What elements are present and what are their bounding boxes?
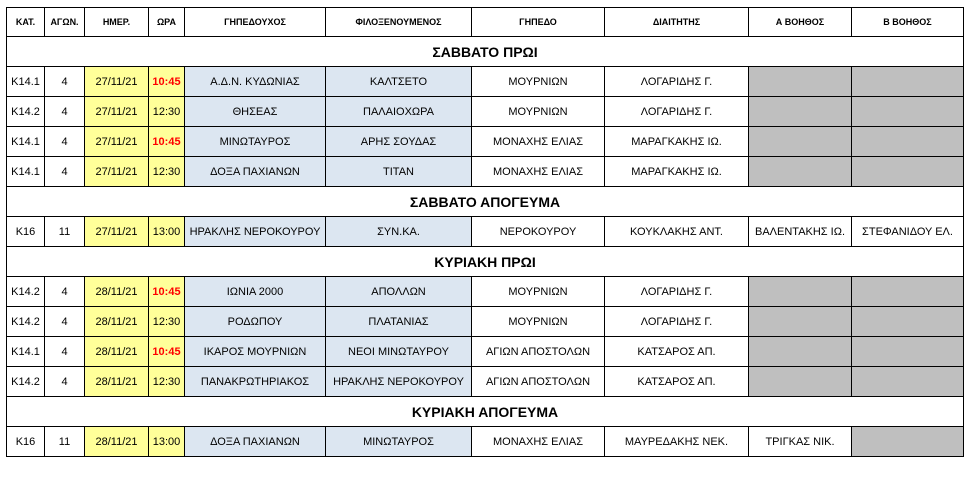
category-cell: K14.2 [7,307,45,337]
category-cell: K14.2 [7,277,45,307]
date-cell: 27/11/21 [85,97,149,127]
assistant-b-cell [852,67,964,97]
assistant-b-cell [852,337,964,367]
home-team-cell: ΔΟΞΑ ΠΑΧΙΑΝΩΝ [185,427,326,457]
away-team-cell: ΑΡΗΣ ΣΟΥΔΑΣ [326,127,472,157]
time-cell: 10:45 [149,127,185,157]
header-time: ΩΡΑ [149,8,185,37]
time-cell: 12:30 [149,97,185,127]
round-cell: 4 [45,337,85,367]
away-team-cell: ΗΡΑΚΛΗΣ ΝΕΡΟΚΟΥΡΟΥ [326,367,472,397]
time-cell: 10:45 [149,277,185,307]
venue-cell: ΑΓΙΩΝ ΑΠΟΣΤΟΛΩΝ [472,367,605,397]
category-cell: K16 [7,217,45,247]
section-title: ΣΑΒΒΑΤΟ ΑΠΟΓΕΥΜΑ [7,187,964,217]
assistant-a-cell [749,367,852,397]
venue-cell: ΜΟΥΡΝΙΩΝ [472,277,605,307]
table-row [7,157,964,187]
away-team-cell: ΠΛΑΤΑΝΙΑΣ [326,307,472,337]
table-row [7,277,964,307]
date-cell: 27/11/21 [85,217,149,247]
schedule-container [6,7,964,457]
home-team-cell: ΗΡΑΚΛΗΣ ΝΕΡΟΚΟΥΡΟΥ [185,217,326,247]
away-team-cell: ΜΙΝΩΤΑΥΡΟΣ [326,427,472,457]
referee-cell: ΛΟΓΑΡΙΔΗΣ Γ. [605,307,749,337]
header-home-team: ΓΗΠΕΔΟΥΧΟΣ [185,8,326,37]
time-cell: 10:45 [149,337,185,367]
category-cell: K14.1 [7,337,45,367]
header-row [7,8,964,37]
match-schedule-table [6,7,964,457]
date-cell: 28/11/21 [85,277,149,307]
section-header-row [7,397,964,427]
round-cell: 4 [45,307,85,337]
assistant-a-cell: ΤΡΙΓΚΑΣ ΝΙΚ. [749,427,852,457]
referee-cell: ΚΑΤΣΑΡΟΣ ΑΠ. [605,367,749,397]
section-header-row [7,247,964,277]
away-team-cell: ΑΠΟΛΛΩΝ [326,277,472,307]
table-row [7,367,964,397]
date-cell: 28/11/21 [85,367,149,397]
venue-cell: ΑΓΙΩΝ ΑΠΟΣΤΟΛΩΝ [472,337,605,367]
home-team-cell: ΙΩΝΙΑ 2000 [185,277,326,307]
assistant-b-cell [852,127,964,157]
category-cell: K14.2 [7,97,45,127]
assistant-b-cell [852,427,964,457]
section-header-row [7,37,964,67]
away-team-cell: ΠΑΛΑΙΟΧΩΡΑ [326,97,472,127]
table-row [7,97,964,127]
home-team-cell: ΡΟΔΩΠΟΥ [185,307,326,337]
date-cell: 27/11/21 [85,127,149,157]
time-cell: 12:30 [149,307,185,337]
category-cell: K14.1 [7,127,45,157]
assistant-b-cell [852,307,964,337]
round-cell: 4 [45,127,85,157]
category-cell: K16 [7,427,45,457]
away-team-cell: ΝΕΟΙ ΜΙΝΩΤΑΥΡΟΥ [326,337,472,367]
assistant-b-cell [852,97,964,127]
assistant-a-cell [749,127,852,157]
home-team-cell: ΙΚΑΡΟΣ ΜΟΥΡΝΙΩΝ [185,337,326,367]
time-cell: 13:00 [149,217,185,247]
header-round: ΑΓΩΝ. [45,8,85,37]
home-team-cell: ΔΟΞΑ ΠΑΧΙΑΝΩΝ [185,157,326,187]
header-away-team: ΦΙΛΟΞΕΝΟΥΜΕΝΟΣ [326,8,472,37]
category-cell: K14.1 [7,67,45,97]
venue-cell: ΜΟΝΑΧΗΣ ΕΛΙΑΣ [472,157,605,187]
table-row [7,337,964,367]
round-cell: 11 [45,427,85,457]
referee-cell: ΜΑΡΑΓΚΑΚΗΣ ΙΩ. [605,157,749,187]
referee-cell: ΛΟΓΑΡΙΔΗΣ Γ. [605,97,749,127]
header-venue: ΓΗΠΕΔΟ [472,8,605,37]
away-team-cell: ΤΙΤΑΝ [326,157,472,187]
date-cell: 28/11/21 [85,307,149,337]
table-row [7,127,964,157]
assistant-a-cell: ΒΑΛΕΝΤΑΚΗΣ ΙΩ. [749,217,852,247]
venue-cell: ΜΟΝΑΧΗΣ ΕΛΙΑΣ [472,127,605,157]
date-cell: 27/11/21 [85,157,149,187]
round-cell: 4 [45,277,85,307]
time-cell: 12:30 [149,367,185,397]
header-date: ΗΜΕΡ. [85,8,149,37]
table-row [7,307,964,337]
assistant-a-cell [749,97,852,127]
header-referee: ΔΙΑΙΤΗΤΗΣ [605,8,749,37]
time-cell: 13:00 [149,427,185,457]
header-category: ΚΑΤ. [7,8,45,37]
section-title: ΚΥΡΙΑΚΗ ΠΡΩΙ [7,247,964,277]
round-cell: 11 [45,217,85,247]
away-team-cell: ΚΑΛΤΣΕΤΟ [326,67,472,97]
date-cell: 27/11/21 [85,67,149,97]
home-team-cell: Α.Δ.Ν. ΚΥΔΩΝΙΑΣ [185,67,326,97]
assistant-a-cell [749,337,852,367]
home-team-cell: ΠΑΝΑΚΡΩΤΗΡΙΑΚΟΣ [185,367,326,397]
assistant-a-cell [749,157,852,187]
referee-cell: ΚΑΤΣΑΡΟΣ ΑΠ. [605,337,749,367]
assistant-a-cell [749,307,852,337]
referee-cell: ΚΟΥΚΛΑΚΗΣ ΑΝΤ. [605,217,749,247]
assistant-b-cell [852,277,964,307]
assistant-b-cell [852,367,964,397]
category-cell: K14.2 [7,367,45,397]
round-cell: 4 [45,97,85,127]
header-assistant-b: Β ΒΟΗΘΟΣ [852,8,964,37]
venue-cell: ΜΟΥΡΝΙΩΝ [472,97,605,127]
table-header [7,8,964,37]
home-team-cell: ΘΗΣΕΑΣ [185,97,326,127]
venue-cell: ΜΟΝΑΧΗΣ ΕΛΙΑΣ [472,427,605,457]
category-cell: K14.1 [7,157,45,187]
assistant-a-cell [749,277,852,307]
header-assistant-a: Α ΒΟΗΘΟΣ [749,8,852,37]
away-team-cell: ΣΥΝ.ΚΑ. [326,217,472,247]
assistant-b-cell [852,157,964,187]
date-cell: 28/11/21 [85,337,149,367]
referee-cell: ΛΟΓΑΡΙΔΗΣ Γ. [605,277,749,307]
venue-cell: ΜΟΥΡΝΙΩΝ [472,67,605,97]
referee-cell: ΛΟΓΑΡΙΔΗΣ Γ. [605,67,749,97]
section-title: ΣΑΒΒΑΤΟ ΠΡΩΙ [7,37,964,67]
venue-cell: ΝΕΡΟΚΟΥΡΟΥ [472,217,605,247]
table-row [7,427,964,457]
date-cell: 28/11/21 [85,427,149,457]
round-cell: 4 [45,367,85,397]
assistant-b-cell: ΣΤΕΦΑΝΙΔΟΥ ΕΛ. [852,217,964,247]
time-cell: 10:45 [149,67,185,97]
section-header-row [7,187,964,217]
referee-cell: ΜΑΥΡΕΔΑΚΗΣ ΝΕΚ. [605,427,749,457]
table-row [7,67,964,97]
table-body [7,37,964,457]
time-cell: 12:30 [149,157,185,187]
section-title: ΚΥΡΙΑΚΗ ΑΠΟΓΕΥΜΑ [7,397,964,427]
assistant-a-cell [749,67,852,97]
round-cell: 4 [45,67,85,97]
home-team-cell: ΜΙΝΩΤΑΥΡΟΣ [185,127,326,157]
round-cell: 4 [45,157,85,187]
venue-cell: ΜΟΥΡΝΙΩΝ [472,307,605,337]
table-row [7,217,964,247]
referee-cell: ΜΑΡΑΓΚΑΚΗΣ ΙΩ. [605,127,749,157]
